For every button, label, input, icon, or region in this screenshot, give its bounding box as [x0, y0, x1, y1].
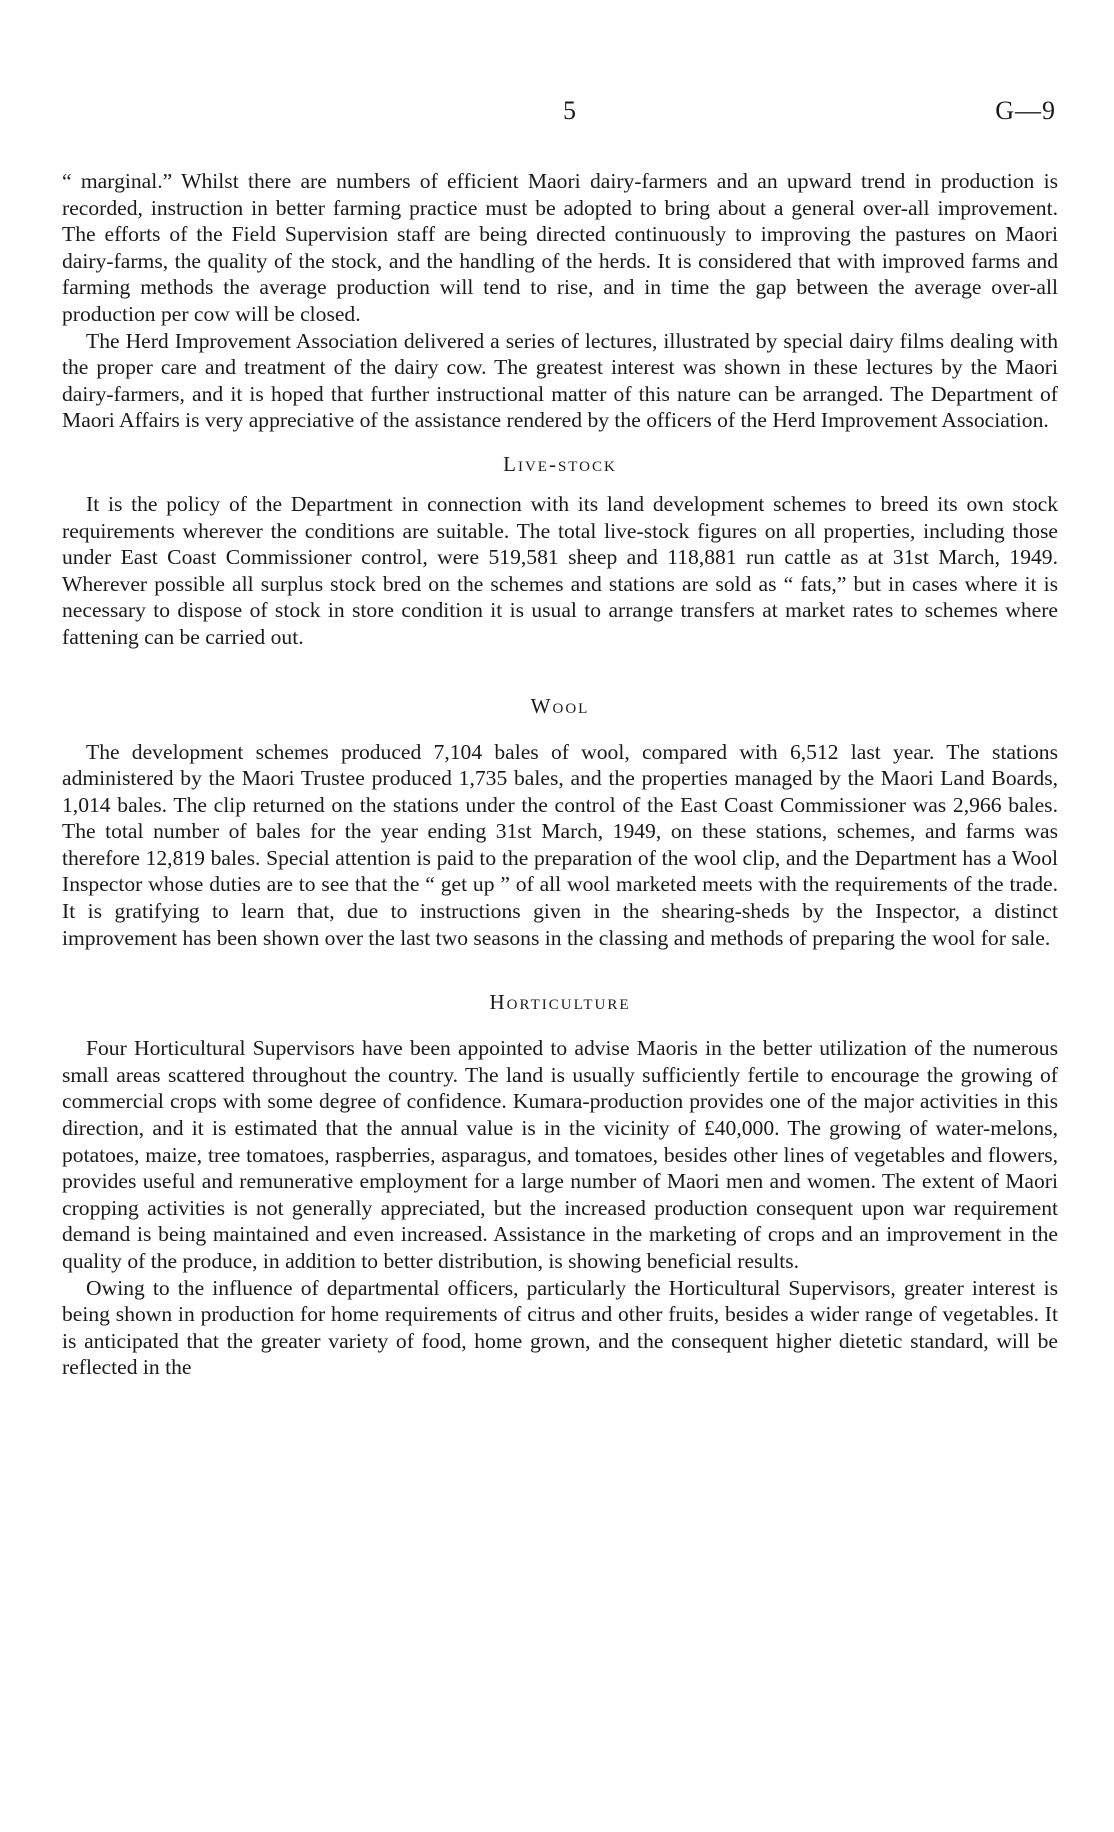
paragraph-horticulture-2: Owing to the influence of departmental officers, particularly the Horticultural Supervisors, greater interest is being shown in production for home requirements of citrus and other fruits, besides a wider range of vegetables. It is anticipated that the greater variety of food, home grown, and the consequent higher dietetic standard, will be reflected in the [62, 1275, 1058, 1380]
page-header [0, 96, 1114, 136]
paragraph-marginal: “ marginal.” Whilst there are numbers of efficient Maori dairy-farmers and an upward trend in production is recorded, instruction in better farming practice must be adopted to bring about a general over-all improvement. The efforts of the Field Supervision staff are being directed continuously to improving the pastures on Maori dairy-farms, the quality of the stock, and the handling of the herds. It is considered that with improved farms and farming methods the average production will tend to rise, and in time the gap between the average over-all production per cow will be closed. [62, 169, 1058, 326]
paragraph-livestock: It is the policy of the Department in connection with its land development schemes to breed its own stock requirements wherever the conditions are suitable. The total live-stock figures on all properties, including those under East Coast Commissioner control, were 519,581 sheep and 118,881 run cattle as at 31st March, 1949. Wherever possible all surplus stock bred on the schemes and stations are sold as “ fats,” but in cases where it is necessary to dispose of stock in store condition it is usual to arrange transfers at market rates to schemes where fattening can be carried out. [62, 491, 1058, 649]
body-text [62, 168, 1058, 1381]
paragraph-wool: The development schemes produced 7,104 bales of wool, compared with 6,512 last year. The stations administered by the Maori Trustee produced 1,735 bales, and the properties managed by the Maori Land Boards, 1,014 bales. The clip returned on the stations under the control of the East Coast Commissioner was 2,966 bales. The total number of bales for the year ending 31st March, 1949, on these stations, schemes, and farms was therefore 12,819 bales. Special attention is paid to the preparation of the wool clip, and the Department has a Wool Inspector whose duties are to see that the “ get up ” of all wool marketed meets with the requirements of the trade. It is gratifying to learn that, due to instructions given in the shearing-sheds by the Inspector, a distinct improvement has been shown over the last two seasons in the classing and methods of preparing the wool for sale. [62, 739, 1058, 950]
section-heading-livestock: Live-stock [503, 451, 617, 476]
section-heading-horticulture: Horticulture [489, 990, 631, 1015]
paragraph-herd-improvement: The Herd Improvement Association delivered a series of lectures, illustrated by special dairy films dealing with the proper care and treatment of the dairy cow. The greatest interest was shown in these lectures by the Maori dairy-farmers, and it is hoped that further instructional matter of this nature can be arranged. The Department of Maori Affairs is very appreciative of the assistance rendered by the officers of the Herd Improvement Association. [62, 328, 1058, 433]
section-heading-wool: Wool [530, 693, 590, 718]
paragraph-horticulture-1: Four Horticultural Supervisors have been appointed to advise Maoris in the better utilization of the numerous small areas scattered throughout the country. The land is usually sufficiently fertile to encourage the growing of commercial crops with some degree of confidence. Kumara-production provides one of the major activities in this direction, and it is estimated that the annual value is in the vicinity of £40,000. The growing of water-melons, potatoes, maize, tree tomatoes, raspberries, asparagus, and tomatoes, besides other lines of vegetables and flowers, provides useful and remunerative employment for a large number of Maori men and women. The extent of Maori cropping activities is not generally appreciated, but the increased production consequent upon war requirement demand is being maintained and even increased. Assistance in the marketing of crops and an improvement in the quality of the produce, in addition to better distribution, is showing beneficial results. [62, 1036, 1058, 1273]
page-number: 5 [563, 96, 576, 125]
document-reference: G—9 [995, 96, 1056, 125]
